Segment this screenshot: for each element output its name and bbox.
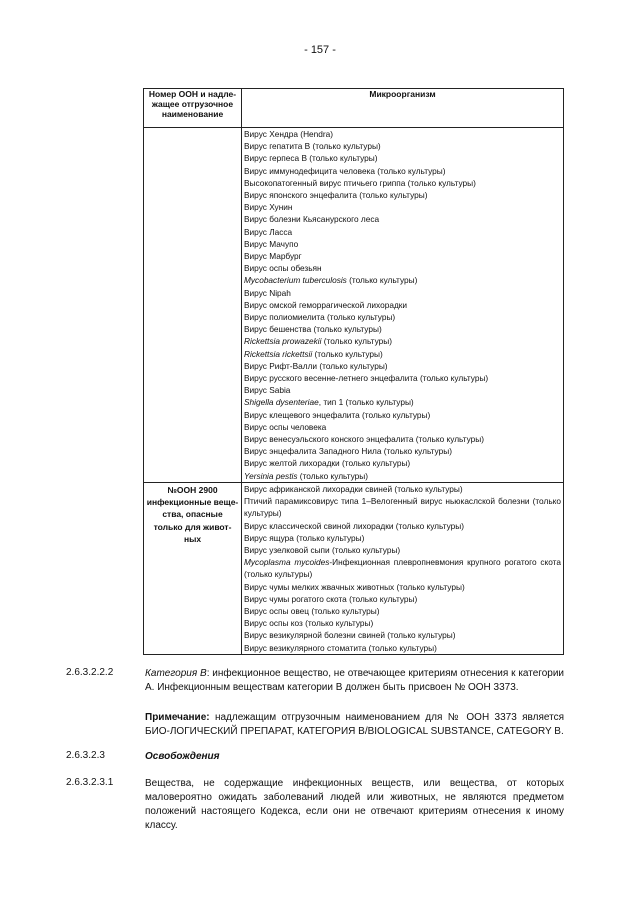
- note-text: надлежащим отгрузочным наименованием для № ООН 3373 является БИО-ЛОГИЧЕСКИЙ ПРЕПАРАТ, КАТЕГОРИЯ B/BIOLOGICAL SUBSTANCE, CATEGORY B.: [145, 712, 564, 737]
- table-header-row: [144, 89, 564, 128]
- group2-un-line: только для живот-: [153, 521, 232, 532]
- organism-item: Вирус русского весенне-летнего энцефалита (только культуры): [244, 373, 489, 384]
- header-un-number: [144, 89, 242, 128]
- organism-item: Вирус Хендра (Hendra): [244, 129, 334, 139]
- organism-item: Вирус чумы рогатого скота (только культуры): [244, 593, 418, 604]
- microorganism-table: [143, 88, 564, 655]
- section-number: 2.6.3.2.2.2: [66, 667, 114, 678]
- header-un-line: Номер ООН и надле-: [148, 89, 237, 99]
- organism-latin-name: Mycoplasma mycoides: [244, 557, 330, 568]
- organism-item: Птичий парамиксовирус типа 1–Велогенный вирус ньюкаслской болезни (только культуры): [244, 496, 561, 519]
- note-label: Примечание:: [145, 712, 210, 723]
- organism-item: [244, 335, 563, 347]
- organism-item: Вирус ящура (только культуры): [244, 532, 365, 543]
- organism-item: Вирус японского энцефалита (только культуры): [244, 190, 428, 201]
- organism-item: Вирус желтой лихорадки (только культуры): [244, 458, 411, 469]
- page-number: - 157 -: [304, 44, 336, 56]
- organism-item: Вирус узелковой сыпи (только культуры): [244, 544, 401, 555]
- table-row-group1: [144, 128, 564, 483]
- group2-un-cell: [144, 482, 242, 654]
- organism-item: Вирус классической свиной лихорадки (только культуры): [244, 520, 464, 531]
- group2-un-line: ства, опасные: [162, 509, 223, 520]
- organism-qualifier: (только культуры): [312, 348, 383, 359]
- organism-latin-name: Rickettsia prowazekii: [244, 336, 322, 347]
- group2-un-line: №ООН 2900: [167, 484, 218, 495]
- group1-organisms: [242, 128, 564, 483]
- organism-item: Вирус оспы овец (только культуры): [244, 605, 380, 616]
- table-row-group2: [144, 482, 564, 654]
- organism-item: Вирус клещевого энцефалита (только культуры): [244, 409, 431, 420]
- organism-qualifier: (только культуры): [297, 470, 369, 481]
- organism-item: [244, 396, 563, 408]
- group2-organisms: [242, 482, 564, 654]
- organism-item: Вирус иммунодефицита человека (только культуры): [244, 165, 446, 176]
- organism-item: Вирус омской геморрагической лихорадки: [244, 299, 408, 310]
- note-paragraph: [145, 711, 564, 739]
- organism-item: Вирус Мачупо: [244, 238, 299, 249]
- category-b-paragraph: [145, 667, 564, 695]
- organism-item: Высокопатогенный вирус птичьего гриппа (только культуры): [244, 177, 476, 188]
- organism-item: [244, 470, 563, 482]
- organism-latin-name: Mycobacterium tuberculosis: [244, 275, 347, 286]
- organism-item: Вирус Рифт-Валли (только культуры): [244, 360, 388, 371]
- organism-qualifier: (только культуры): [346, 275, 418, 286]
- organism-item: Вирус полиомиелита (только культуры): [244, 312, 396, 323]
- organism-latin-name: Shigella dysenteriae: [244, 397, 319, 408]
- header-un-line: жащее отгрузочное: [151, 99, 234, 109]
- organism-item: Вирус везикулярной болезни свиней (только культуры): [244, 630, 456, 641]
- organism-item: Вирус герпеса B (только культуры): [244, 153, 378, 164]
- organism-item: Вирус энцефалита Западного Нила (только культуры): [244, 446, 452, 457]
- section-number: 2.6.3.2.3.1: [66, 777, 114, 788]
- exemptions-heading: Освобождения: [145, 751, 220, 762]
- group1-un-cell: [144, 128, 242, 483]
- organism-item: Вирус бешенства (только культуры): [244, 324, 382, 335]
- organism-item: [244, 556, 563, 580]
- header-microorganism: Микроорганизм: [242, 89, 564, 128]
- organism-latin-name: Rickettsia rickettsii: [244, 348, 313, 359]
- organism-item: Вирус африканской лихорадки свиней (только культуры): [244, 483, 463, 494]
- organism-item: Вирус оспы коз (только культуры): [244, 618, 374, 629]
- organism-item: Вирус оспы человека: [244, 421, 327, 432]
- group2-un-line: ных: [183, 533, 202, 544]
- organism-item: Вирус Ласса: [244, 226, 293, 237]
- organism-item: Вирус Марбург: [244, 251, 302, 262]
- organism-item: Вирус болезни Кьясанурского леса: [244, 214, 380, 225]
- organism-item: [244, 348, 563, 360]
- organism-qualifier: , тип 1 (только культуры): [318, 397, 414, 408]
- organism-item: Вирус чумы мелких жвачных животных (только культуры): [244, 581, 465, 592]
- category-b-label: Категория B: [145, 668, 207, 679]
- organism-latin-name: Yersinia pestis: [244, 470, 298, 481]
- organism-item: Вирус Хунин: [244, 202, 293, 213]
- organism-item: Вирус гепатита B (только культуры): [244, 141, 381, 152]
- organism-item: Вирус везикулярного стоматита (только культуры): [244, 642, 437, 653]
- category-b-text: : инфекционное вещество, не отвечающее критериям отнесения к категории А. Инфекционным веществам категории B должен быть присвоен № ООН 3373.: [145, 668, 565, 693]
- group2-un-line: инфекционные веще-: [146, 497, 239, 508]
- section-number: 2.6.3.2.3: [66, 750, 105, 761]
- organism-item: [244, 274, 563, 286]
- exemptions-paragraph: Вещества, не содержащие инфекционных веществ, или вещества, от которых маловероятно ожидать заболеваний людей или животных, не являются предметом положений настоящего Кодекса, если они не отвечают критериям отнесения к иному классу.: [145, 778, 564, 831]
- organism-item: Вирус оспы обезьян: [244, 263, 322, 274]
- organism-item: Вирус Sabia: [244, 385, 291, 396]
- organism-item: Вирус венесуэльского конского энцефалита (только культуры): [244, 434, 484, 445]
- header-un-line: наименование: [161, 109, 224, 119]
- organism-qualifier: (только культуры): [321, 336, 392, 347]
- organism-item: Вирус Nipah: [244, 287, 291, 298]
- organism-qualifier: -Инфекционная плевропневмония крупного рогатого скота (только культуры): [244, 557, 562, 580]
